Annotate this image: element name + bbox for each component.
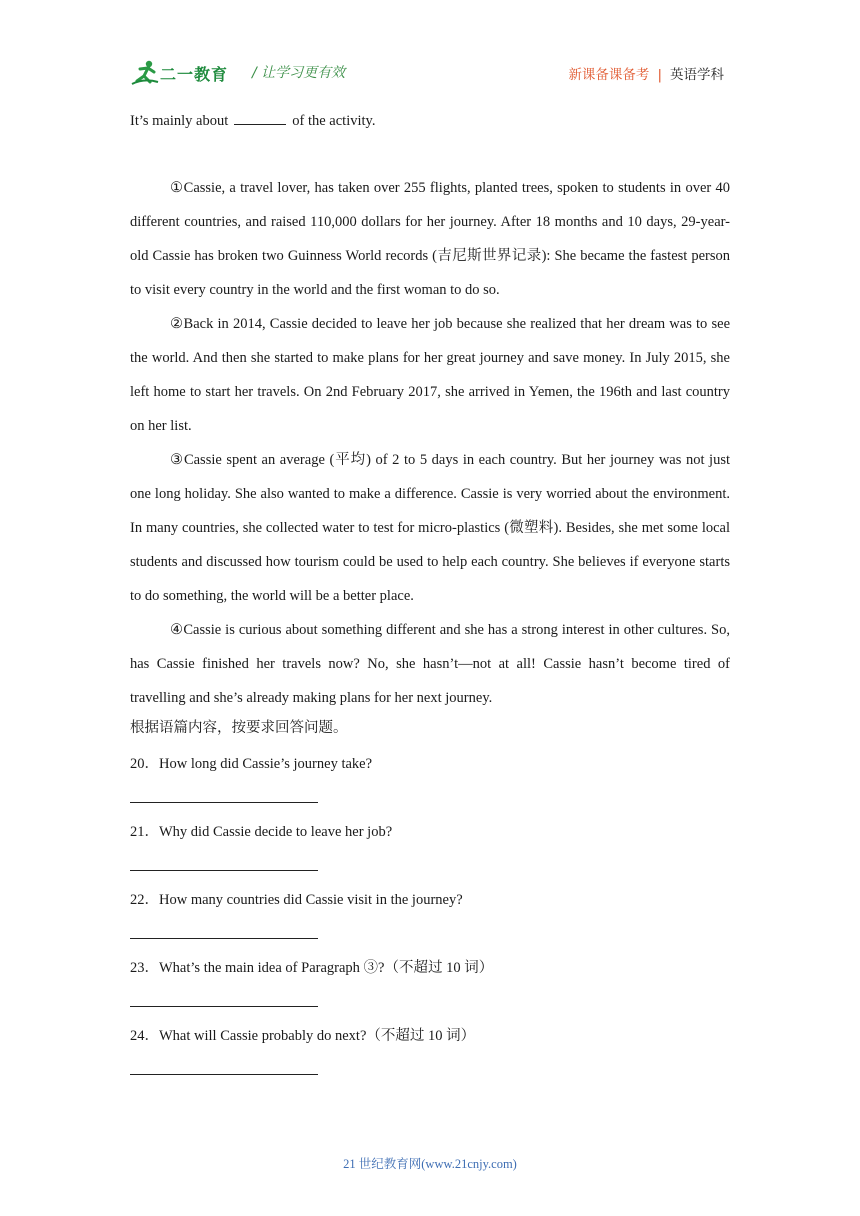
answer-line-22[interactable]: [130, 938, 318, 939]
answer-line-24[interactable]: [130, 1074, 318, 1075]
running-man-icon: [130, 58, 160, 88]
slogan: / 让学习更有效: [252, 65, 346, 81]
question-21: 21．Why did Cassie decide to leave her job?: [130, 824, 393, 840]
subject-label: 英语学科: [670, 67, 724, 83]
passage-paragraph-1: ①Cassie, a travel lover, has taken over 255 flights, planted trees, spoken to students in over 40 different countries, and raised 110,000 dollars for her journey. After 18 months and 10 days, 29-year-old Cassie has broken two Guinness World records (吉尼斯世界记录): She became the fastest person to visit every country in the world and the first woman to do so.: [130, 180, 730, 298]
logo-text: 二一教育: [160, 65, 229, 84]
answer-line-23[interactable]: [130, 1006, 318, 1007]
passage: [130, 171, 730, 715]
intro-text-before: It’s mainly about: [130, 113, 229, 129]
course-label: 新课备课备考: [568, 67, 650, 83]
answer-line-21[interactable]: [130, 870, 318, 871]
header-divider: |: [657, 67, 662, 83]
passage-paragraph-4: ④Cassie is curious about something different and she has a strong interest in other cultures. So, has Cassie finished her travels now? No, she hasn’t—not at all! Cassie hasn’t become tired of travelling and she’s already making plans for her next journey.: [130, 622, 730, 706]
passage-paragraph-3: ③Cassie spent an average (平均) of 2 to 5 days in each country. But her journey was not just one long holiday. She also wanted to make a difference. Cassie is very worried about the environment. In many countries, she collected water to test for micro-plastics (微塑料). Besides, she met some local students and discussed how tourism could be used to help each country. She believes if everyone starts to do something, the world will be a better place.: [130, 452, 730, 604]
question-22: 22．How many countries did Cassie visit in the journey?: [130, 892, 463, 908]
header-subject-info: [568, 63, 724, 83]
fill-blank[interactable]: [234, 110, 286, 125]
question-24: 24．What will Cassie probably do next?（不超过 10 词）: [130, 1028, 476, 1044]
page-footer: 21 世纪教育网(www.21cnjy.com): [343, 1157, 517, 1171]
answer-line-20[interactable]: [130, 802, 318, 803]
logo: [130, 58, 250, 88]
question-20: 20．How long did Cassie’s journey take?: [130, 756, 373, 772]
intro-text-after: of the activity.: [292, 113, 376, 129]
page-header: [130, 58, 730, 90]
question-23: 23．What’s the main idea of Paragraph ③?（不超过 10 词）: [130, 960, 494, 976]
instruction: 根据语篇内容，按要求回答问题。: [130, 720, 348, 736]
intro-line: [130, 104, 730, 138]
passage-paragraph-2: ②Back in 2014, Cassie decided to leave her job because she realized that her dream was to see the world. And then she started to make plans for her great journey and save money. In July 2015, she left home to start her travels. On 2nd February 2017, she arrived in Yemen, the 196th and last country on her list.: [130, 316, 730, 434]
